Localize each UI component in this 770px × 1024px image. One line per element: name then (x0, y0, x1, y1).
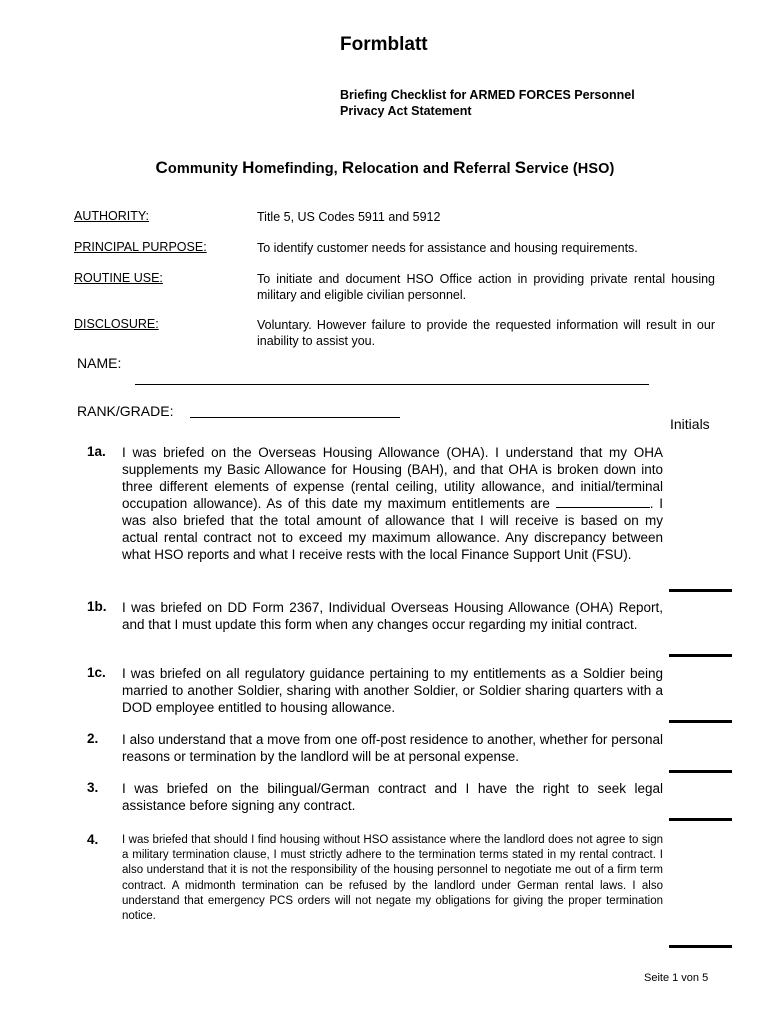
heading-word-3: elocation and (354, 161, 454, 177)
subtitle-line-2: Privacy Act Statement (340, 104, 472, 118)
name-label: NAME: (77, 355, 122, 371)
form-title: Formblatt (340, 34, 428, 55)
rank-grade-label: RANK/GRADE: (77, 403, 174, 419)
heading-cap-5: S (514, 158, 527, 177)
initials-field-1b[interactable] (669, 654, 732, 657)
item-1b-text: I was briefed on DD Form 2367, Individual Overseas Housing Allowance (OHA) Report, and that I must update this form when any changes occur regarding my initial contract. (122, 600, 663, 632)
heading-cap-2: H (242, 158, 255, 177)
subtitle-line-1: Briefing Checklist for ARMED FORCES Personnel (340, 88, 635, 102)
max-entitlement-blank[interactable] (556, 497, 650, 508)
purpose-label: PRINCIPAL PURPOSE: (74, 240, 207, 254)
item-1a-text (122, 444, 663, 563)
item-4-text: I was briefed that should I find housing without HSO assistance where the landlord does not agree to sign a military termination clause, I must strictly adhere to the termination terms stated in my rental contract. I also understand that it is not the responsibility of the housing personnel to negotiate me out of a firm term contract. A midmonth termination can be refused by the landlord under German rental laws. I also understand that emergency PCS orders will not negate my obligations for giving the proper termination notice. (122, 834, 663, 923)
item-1a-text-part2: . I was also briefed that the total amount of allowance that I will receive is based on my actual rental contract not to exceed my maximum allowance. Any discrepancy between what HSO reports and what I receive rests with the local Finance Support Unit (FSU). (122, 496, 663, 562)
heading-word-4: eferral (465, 161, 515, 177)
initials-header: Initials (670, 416, 710, 432)
item-1a-text-part1: I was briefed on the Overseas Housing Allowance (OHA). I understand that my OHA supplements my Basic Allowance for Housing (BAH), and that OHA is broken down into three different elements of expense (rental ceiling, utility allowance, and initial/terminal occupation allowance). As of this date my maximum entitlements are (122, 445, 663, 511)
initials-field-2[interactable] (669, 770, 732, 773)
item-4-number: 4. (87, 832, 99, 847)
initials-field-1c[interactable] (669, 720, 732, 723)
heading-word-5: ervice (HSO) (526, 161, 615, 177)
authority-value: Title 5, US Codes 5911 and 5912 (257, 210, 441, 224)
routine-use-value: To initiate and document HSO Office action in providing private rental housing military and eligible civilian personnel. (257, 272, 715, 302)
item-3-number: 3. (87, 780, 99, 795)
initials-field-1a[interactable] (669, 589, 732, 592)
purpose-value: To identify customer needs for assistance and housing requirements. (257, 241, 638, 255)
heading-cap-3: R (341, 158, 355, 177)
item-1c-text: I was briefed on all regulatory guidance pertaining to my entitlements as a Soldier being married to another Soldier, sharing with another Soldier, or Soldier sharing quarters with a DOD employee entitled to housing allowance. (122, 666, 663, 715)
item-1a-number: 1a. (87, 444, 106, 459)
item-1b-number: 1b. (87, 599, 107, 614)
rank-grade-field[interactable] (190, 417, 400, 418)
name-field[interactable] (135, 384, 649, 385)
item-2-number: 2. (87, 731, 99, 746)
routine-use-label: ROUTINE USE: (74, 271, 163, 285)
disclosure-value: Voluntary. However failure to provide the requested information will result in our inability to assist you. (257, 318, 715, 348)
item-1c-number: 1c. (87, 665, 106, 680)
item-3-text: I was briefed on the bilingual/German contract and I have the right to seek legal assistance before signing any contract. (122, 781, 663, 813)
service-heading (0, 158, 770, 178)
authority-label: AUTHORITY: (74, 209, 150, 223)
heading-cap-1: C (155, 158, 168, 177)
disclosure-label: DISCLOSURE: (74, 317, 159, 331)
heading-word-2: omefinding, (254, 161, 342, 177)
heading-word-1: ommunity (167, 161, 243, 177)
initials-field-3[interactable] (669, 818, 732, 821)
form-subtitle (340, 87, 635, 119)
heading-cap-4: R (453, 158, 466, 177)
initials-field-4[interactable] (669, 945, 732, 948)
item-2-text: I also understand that a move from one off-post residence to another, whether for personal reasons or termination by the landlord will be at personal expense. (122, 732, 663, 764)
page-number: Seite 1 von 5 (644, 972, 709, 984)
